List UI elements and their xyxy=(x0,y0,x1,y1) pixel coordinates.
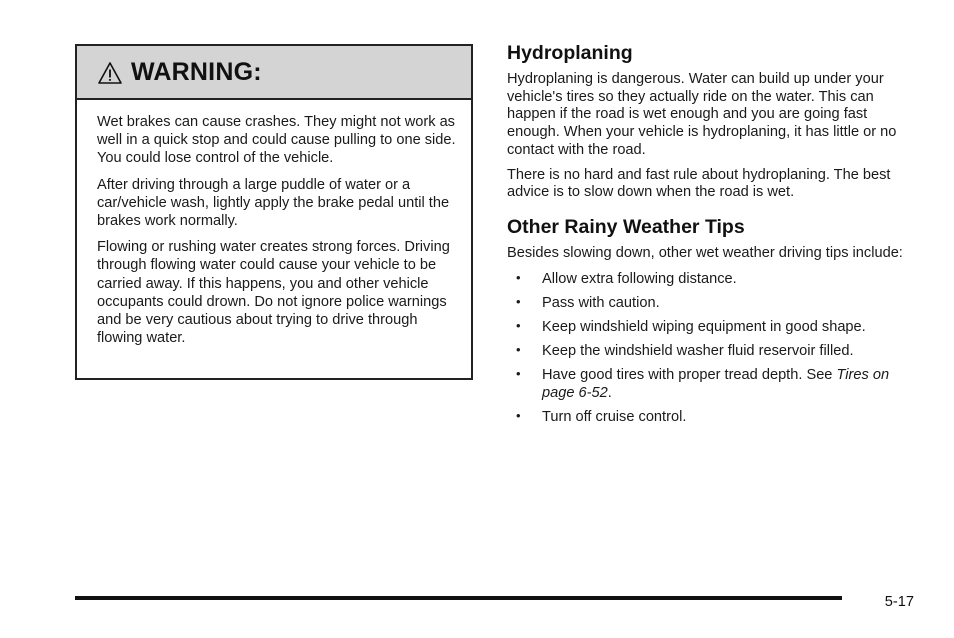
list-item: • Keep windshield wiping equipment in good shape. xyxy=(516,318,866,336)
bullet-icon: • xyxy=(516,293,521,309)
list-item: • Keep the windshield washer fluid reservoir filled. xyxy=(516,342,854,360)
right-column xyxy=(507,40,912,434)
footer-rule xyxy=(75,596,842,600)
list-item: • Pass with caution. xyxy=(516,293,660,311)
bullet-icon: • xyxy=(516,342,521,358)
list-item: • Have good tires with proper tread depth. See Tires on page 6-52. xyxy=(516,366,890,402)
page-number: 5-17 xyxy=(884,594,914,610)
rainy-tips-heading: Other Rainy Weather Tips xyxy=(507,215,745,238)
list-item: • Allow extra following distance. xyxy=(516,269,737,287)
rainy-tips-list xyxy=(507,271,912,427)
hydroplaning-paragraph: Hydroplaning is dangerous. Water can build up under your vehicle's tires so they actually ride on the water. This can happen if the road is wet enough and you are going fast enough. When your vehicle is hydroplaning, it has little or no contact with the road. xyxy=(507,71,897,158)
list-item: • Turn off cruise control. xyxy=(516,408,687,426)
warning-box xyxy=(75,44,473,380)
bullet-icon: • xyxy=(516,318,521,334)
bullet-icon: • xyxy=(516,366,521,382)
warning-paragraph: Wet brakes can cause crashes. They might not work as well in a quick stop and could cause pulling to one side. You could lose control of the vehicle. xyxy=(97,114,456,167)
warning-header xyxy=(77,46,471,100)
warning-paragraph: Flowing or rushing water creates strong forces. Driving through flowing water could cause your vehicle to be carried away. If this happens, you and other vehicle occupants could drown. Do not ignore police warnings and be very cautious about trying to drive through flowing water. xyxy=(97,239,450,347)
warning-body xyxy=(77,100,471,347)
warning-paragraph: After driving through a large puddle of water or a car/vehicle wash, lightly apply the brake pedal until the brakes work normally. xyxy=(97,176,450,230)
bullet-icon: • xyxy=(516,269,521,285)
warning-title: WARNING: xyxy=(131,57,262,86)
hydroplaning-heading: Hydroplaning xyxy=(507,42,633,64)
rainy-tips-intro: Besides slowing down, other wet weather driving tips include: xyxy=(507,244,903,261)
bullet-icon: • xyxy=(516,408,521,424)
warning-triangle-icon xyxy=(97,61,123,85)
hydroplaning-paragraph: There is no hard and fast rule about hydroplaning. The best advice is to slow down when the road is wet. xyxy=(507,166,891,201)
tires-page-reference[interactable]: Tires on page 6-52 xyxy=(542,367,890,402)
